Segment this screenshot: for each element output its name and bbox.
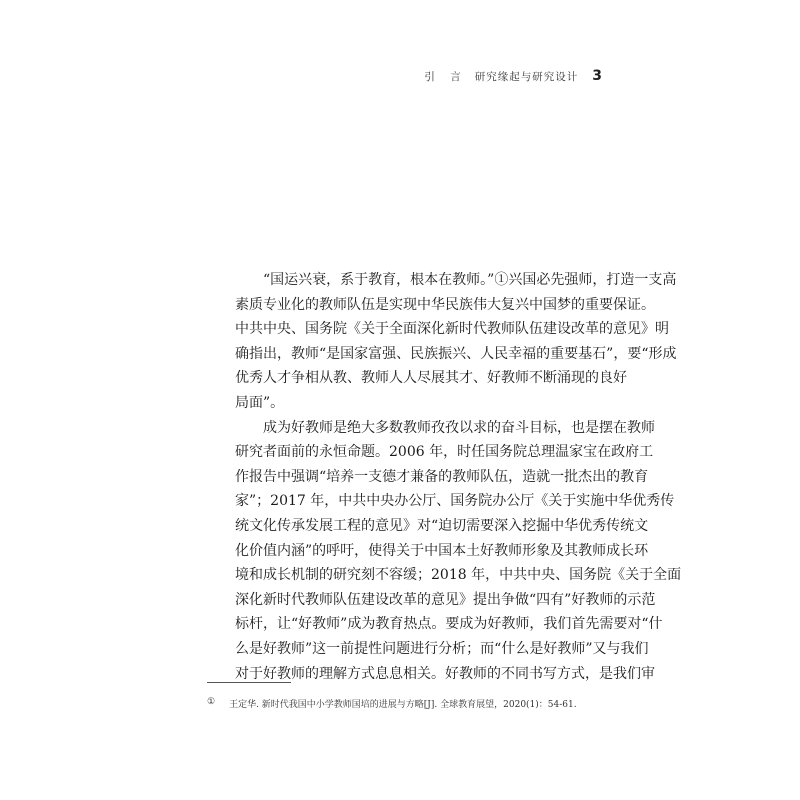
running-header (424, 68, 602, 84)
text-line: 境和成长机制的研究刻不容缓；2018 年，中共中央、国务院《关于全面 (235, 567, 682, 584)
footnote-text: 王定华. 新时代我国中小学教师国培的进展与方略[J]. 全球教育展望，2020(1)：54-61. (229, 700, 577, 710)
text-line: 作报告中强调“培养一支德才兼备的教师队伍，造就一批杰出的教育 (235, 468, 649, 485)
body-text (207, 268, 682, 686)
page-number: 3 (592, 68, 602, 84)
text-line: 确指出，教师“是国家富强、民族振兴、人民幸福的重要基石”，要“形成 (235, 345, 677, 362)
text-line: 家”；2017 年，中共中央办公厅、国务院办公厅《关于实施中华优秀传 (235, 493, 675, 510)
chapter-title: 引 言 (424, 71, 467, 83)
text-line: 化价值内涵”的呼吁，使得关于中国本土好教师形象及其教师成长环 (235, 542, 649, 559)
text-line: 统文化传承发展工程的意见》对“迫切需要深入挖掘中华优秀传统文 (235, 517, 649, 534)
paragraph-2 (207, 416, 682, 687)
text-line: 么是好教师”这一前提性问题进行分析；而“什么是好教师”又与我们 (235, 640, 649, 657)
text-line: “国运兴衰，系于教育，根本在教师。”①兴国必先强师，打造一支高 (263, 272, 677, 288)
paragraph-1 (207, 268, 677, 416)
text-line: 对于好教师的理解方式息息相关。好教师的不同书写方式，是我们审 (235, 665, 655, 682)
text-line: 局面”。 (235, 394, 285, 411)
footnote-separator (207, 682, 291, 683)
footnote-marker: ① (207, 697, 216, 707)
text-line: 成为好教师是绝大多数教师孜孜以求的奋斗目标，也是摆在教师 (263, 419, 655, 436)
text-line: 研究者面前的永恒命题。2006 年，时任国务院总理温家宝在政府工 (235, 444, 654, 461)
text-line: 标杆，让“好教师”成为教育热点。要成为好教师，我们首先需要对“什 (235, 616, 663, 633)
text-line: 中共中央、国务院《关于全面深化新时代教师队伍建设改革的意见》明 (235, 321, 669, 338)
text-line: 优秀人才争相从教、教师人人尽展其才、好教师不断涌现的良好 (235, 370, 627, 387)
text-line: 深化新时代教师队伍建设改革的意见》提出争做“四有”好教师的示范 (235, 591, 656, 608)
text-line: 素质专业化的教师队伍是实现中华民族伟大复兴中国梦的重要保证。 (235, 296, 655, 313)
section-title: 研究缘起与研究设计 (474, 71, 579, 83)
footnote (207, 697, 607, 710)
